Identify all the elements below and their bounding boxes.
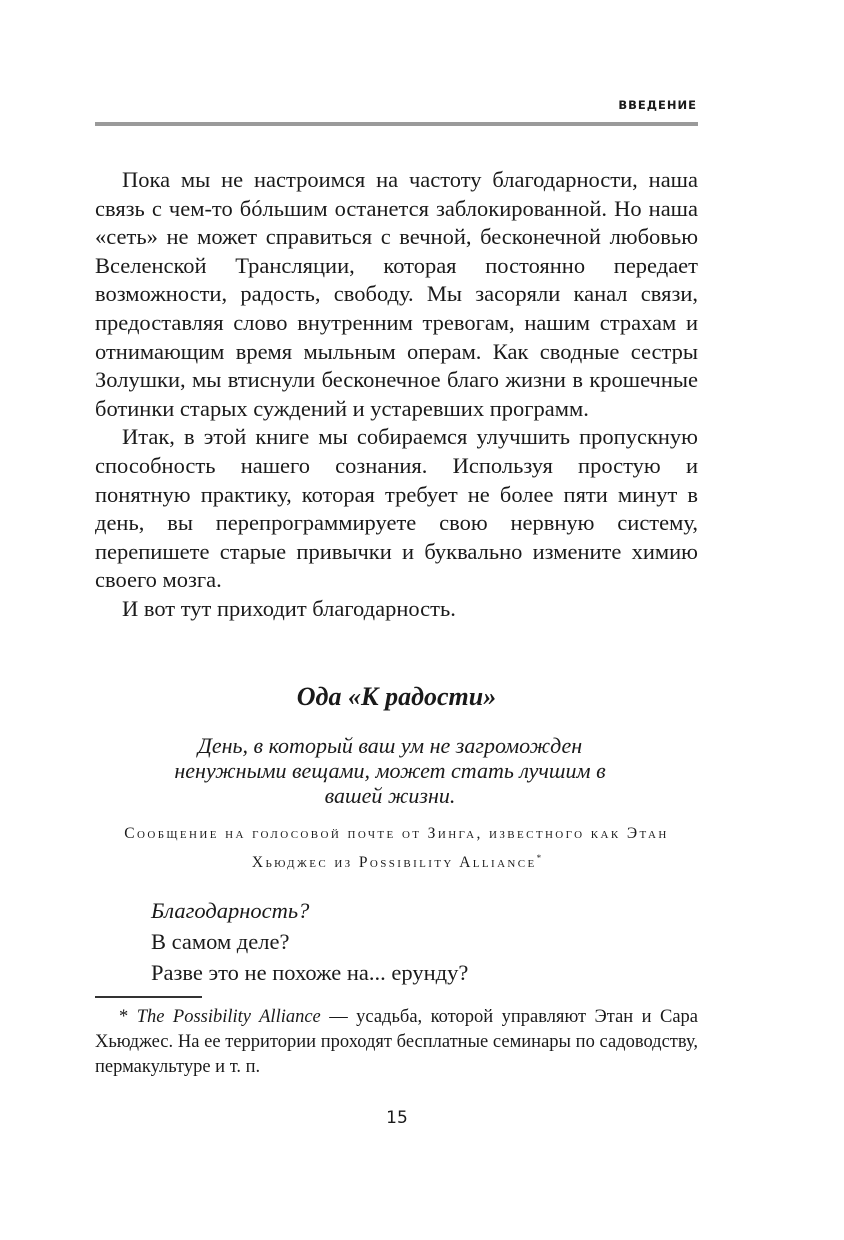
paragraph: И вот тут приходит благодарность. xyxy=(122,595,456,621)
quote-line: В самом деле? xyxy=(151,929,290,954)
main-text xyxy=(95,166,698,624)
page-number: 15 xyxy=(386,1108,408,1128)
paragraph: Итак, в этой книге мы собираемся улучшить пропускную способность нашего сознания. Используя простую и понятную практику, которая требует не более пяти минут в день, вы перепрограммируете свою нервную систему, перепишете старые привычки и буквально измените химию своего мозга. xyxy=(95,424,698,593)
attribution-text: Сообщение на голосовой почте от Зинга, известного как Этан Хьюджес из Possibility Alliance xyxy=(124,825,669,872)
epigraph-attribution xyxy=(95,822,698,875)
footnote-title: The Possibility Alliance xyxy=(136,1007,321,1027)
quote-lines xyxy=(151,895,651,988)
footnote-marker: * xyxy=(536,853,542,863)
section-title: Ода «К радости» xyxy=(296,682,497,711)
paragraph: Пока мы не настроимся на частоту благодарности, наша связь с чем-то бóльшим останется заблокированной. Но наша «сеть» не может справиться с вечной, бесконечной любовью Вселенской Трансляции, которая постоянно передает возможности, радость, свободу. Мы засоряли канал связи, предоставляя слово внутренним тревогам, нашим страхам и отнимающим время мыльным операм. Как сводные сестры Золушки, мы втиснули бесконечное благо жизни в крошечные ботинки старых суждений и устаревших программ. xyxy=(95,167,698,421)
footnote xyxy=(95,1005,698,1080)
footnote-text: — усадьба, которой управляют Этан и Сара Хьюджес. На ее территории проходят бесплатные семинары по садоводству, пермакультуре и т. п. xyxy=(95,1007,698,1077)
quote-line: Разве это не похоже на... ерунду? xyxy=(151,960,469,985)
header-rule xyxy=(95,122,698,126)
footnote-rule xyxy=(95,996,202,998)
epigraph: День, в который ваш ум не загроможден ненужными вещами, может стать лучшим в вашей жизни. xyxy=(174,733,606,808)
quote-line: Благодарность? xyxy=(151,898,310,923)
running-head: ВВЕДЕНИЕ xyxy=(618,98,697,112)
footnote-mark: * xyxy=(119,1007,129,1027)
